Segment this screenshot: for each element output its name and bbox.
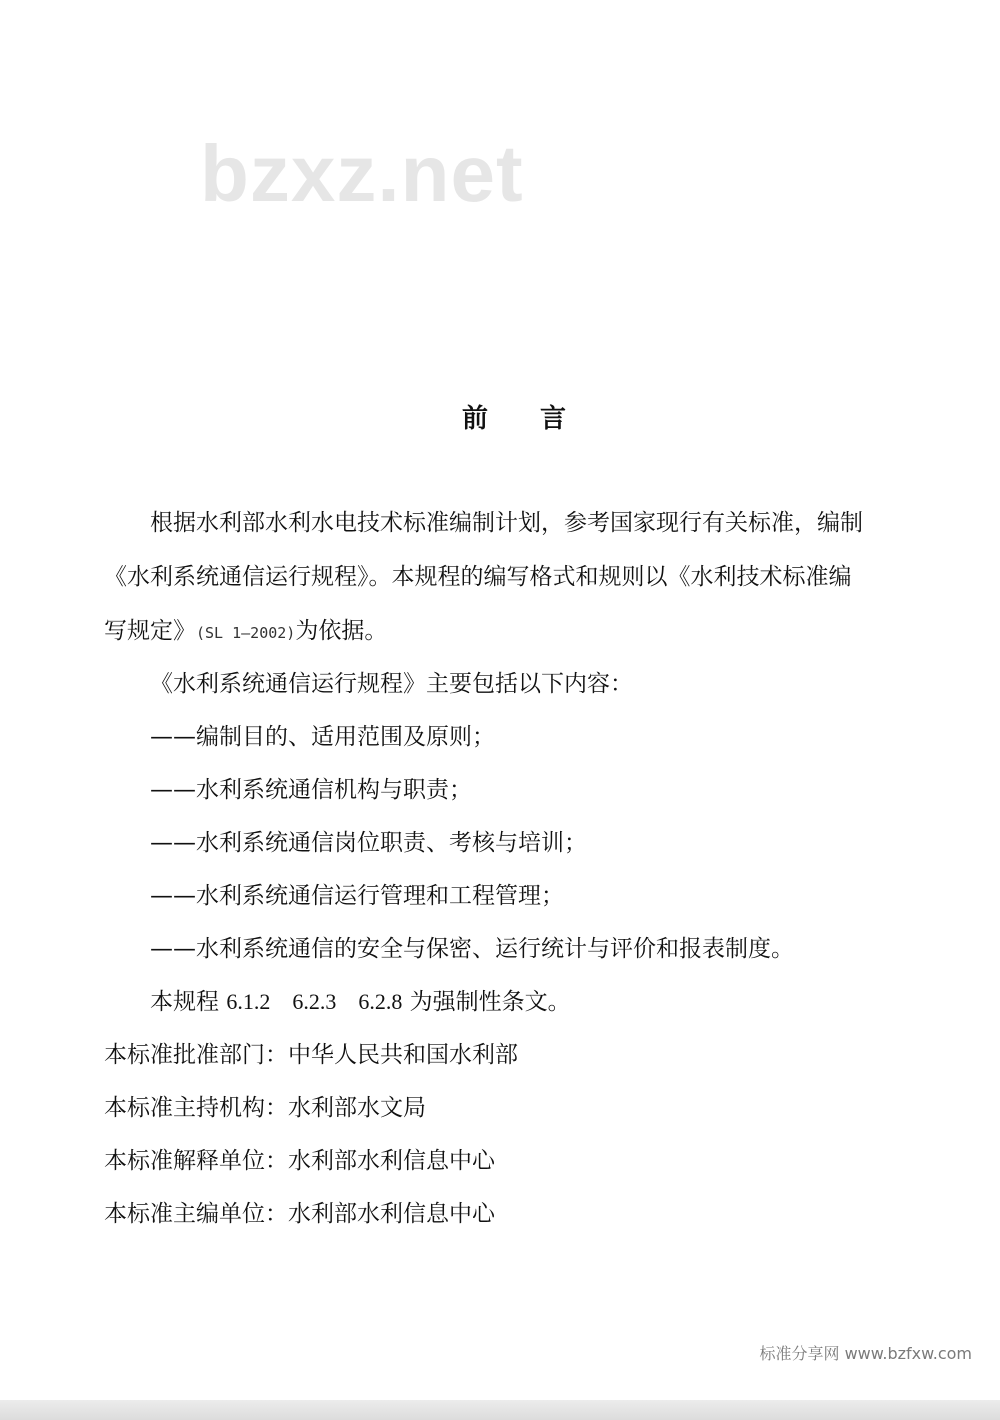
intro-line-3-end: 为依据。 [295,618,388,644]
list-item: ——编制目的、适用范围及原则； [150,724,495,750]
page-title: 前言 [461,404,618,434]
mandatory-clause-numbers: 6.1.2 6.2.3 6.2.8 [226,989,403,1014]
intro-line-1: 根据水利部水利水电技术标准编制计划，参考国家现行有关标准，编制 [150,510,863,536]
mandatory-clauses-line [150,987,571,1017]
list-item: ——水利系统通信运行管理和工程管理； [150,883,564,909]
intro-line-3-text: 写规定》 [104,618,196,644]
interpreting-unit: 本标准解释单位：水利部水利信息中心 [104,1148,495,1174]
source-site-note: 标准分享网 www.bzfxw.com [759,1344,972,1363]
mandatory-prefix: 本规程 [150,989,219,1015]
watermark-logo: bzxz.net [200,129,524,218]
chief-editing-unit: 本标准主编单位：水利部水利信息中心 [104,1201,495,1227]
intro-line-2: 《水利系统通信运行规程》。本规程的编写格式和规则以《水利技术标准编 [104,564,852,590]
approval-authority: 本标准批准部门：中华人民共和国水利部 [104,1042,518,1068]
intro-line-3 [104,616,387,648]
list-item: ——水利系统通信机构与职责； [150,777,472,803]
list-item: ——水利系统通信的安全与保密、运行统计与评价和报表制度。 [150,936,794,962]
page-bottom-edge [0,1400,1000,1420]
list-item: ——水利系统通信岗位职责、考核与培训； [150,830,587,856]
presiding-organization: 本标准主持机构：水利部水文局 [104,1095,426,1121]
mandatory-suffix: 为强制性条文。 [409,989,571,1015]
contents-intro: 《水利系统通信运行规程》主要包括以下内容： [150,671,633,697]
standard-code: (SL 1—2002) [196,624,296,642]
